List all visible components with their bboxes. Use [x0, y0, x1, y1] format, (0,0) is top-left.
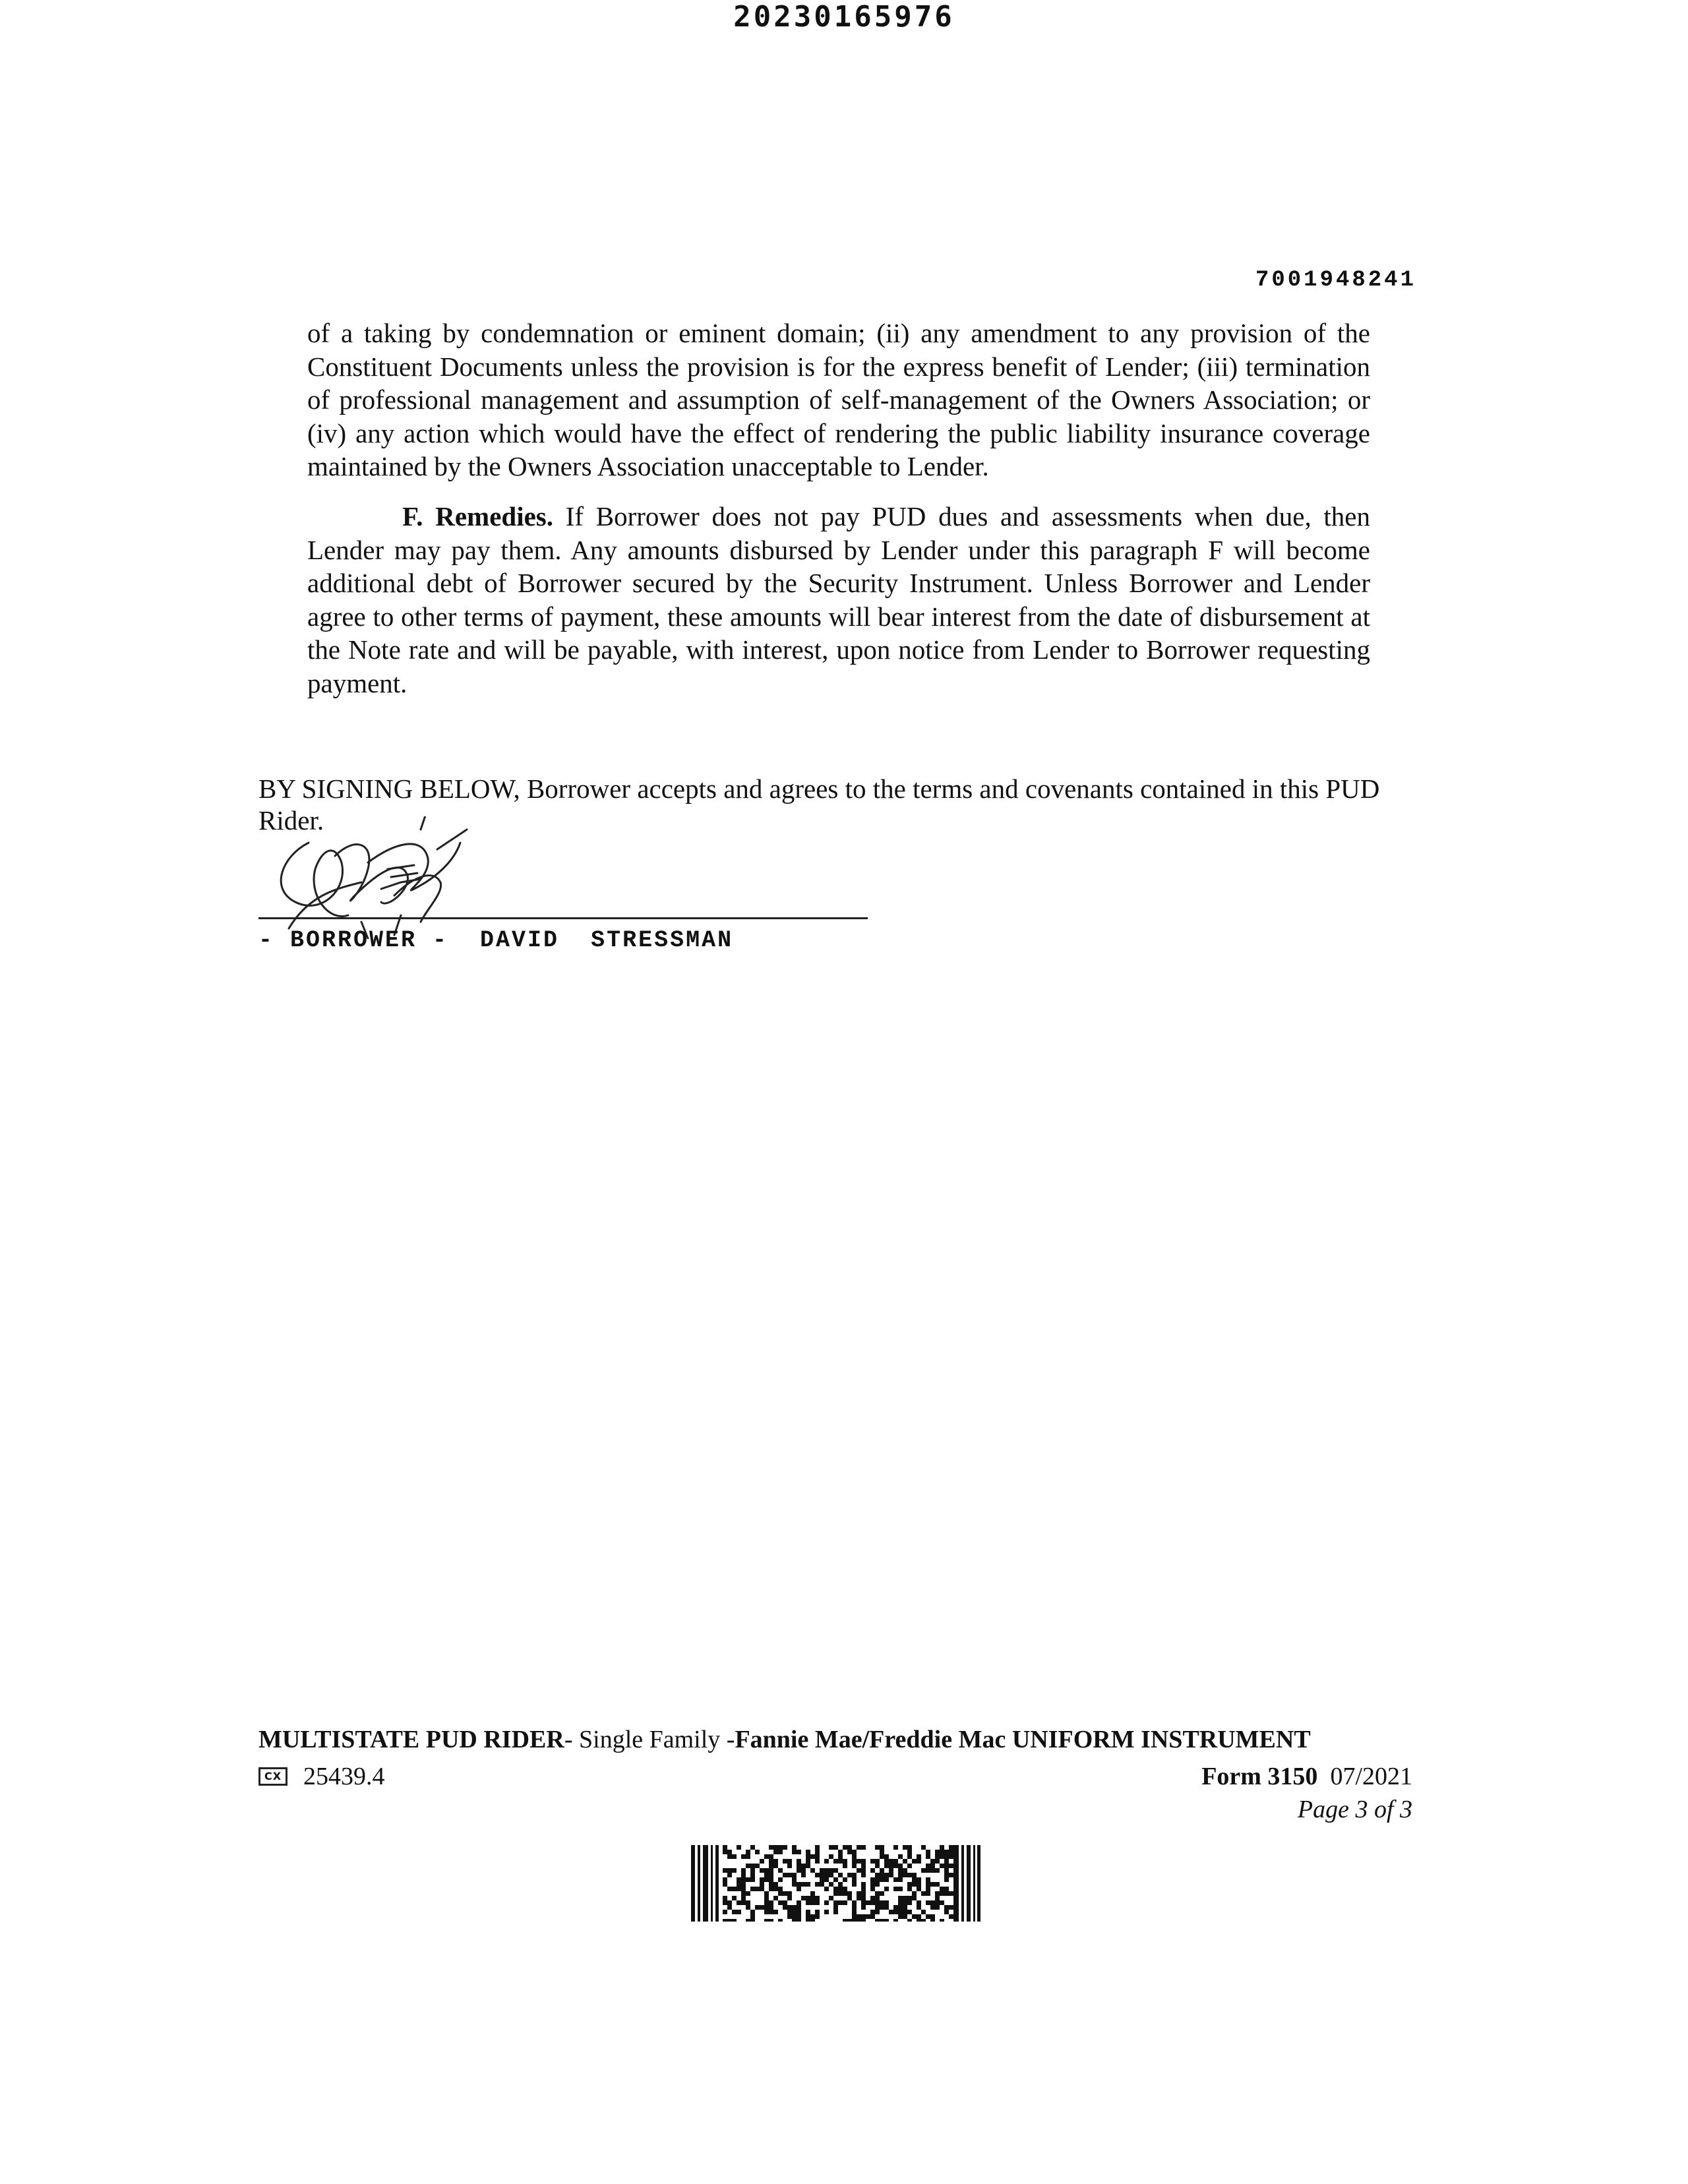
page-number: Page 3 of 3	[1297, 1796, 1412, 1823]
form-label: Form 3150	[1201, 1763, 1318, 1790]
signing-statement: BY SIGNING BELOW, Borrower accepts and agrees to the terms and covenants contained in this PUD Rider.	[258, 774, 1380, 835]
cx-logo-icon: CX	[258, 1767, 287, 1786]
borrower-label: - BORROWER - DAVID STRESSMAN	[258, 927, 734, 954]
signature-line	[258, 917, 868, 919]
recording-number: 20230165976	[733, 0, 955, 34]
footer-code	[258, 1762, 385, 1791]
borrower-signature	[269, 816, 493, 939]
footer-title	[258, 1725, 1311, 1754]
footer-title-bold: MULTISTATE PUD RIDER	[258, 1726, 564, 1753]
loan-number: 7001948241	[1255, 268, 1416, 293]
remedies-heading: F. Remedies.	[402, 501, 553, 531]
paragraph-continued: of a taking by condemnation or eminent domain; (ii) any amendment to any provision of the Constituent Documents unless the provision is for the express benefit of Lender; (iii) termination of professional management and assumption of self-management of the Owners Association; or (iv) any action which would have the effect of rendering the public liability insurance coverage maintained by the Owners Association unacceptable to Lender.	[307, 318, 1370, 481]
doc-code: 25439.4	[303, 1763, 385, 1790]
remedies-text: If Borrower does not pay PUD dues and assessments when due, then Lender may pay them. Any amounts disbursed by Lender under this paragraph F will become additional debt of Borrower secured by the Security Instrument. Unless Borrower and Lender agree to other terms of payment, these amounts will bear interest from the date of disbursement at the Note rate and will be payable, with interest, upon notice from Lender to Borrower requesting payment.	[307, 501, 1370, 698]
form-date: 07/2021	[1330, 1763, 1412, 1790]
barcode	[691, 1845, 981, 1922]
footer-title-bold2: Fannie Mae/Freddie Mac UNIFORM INSTRUMENT	[735, 1726, 1311, 1753]
footer-title-mid: - Single Family -	[564, 1726, 735, 1753]
form-number	[1201, 1762, 1412, 1791]
paragraph-remedies	[307, 500, 1370, 700]
